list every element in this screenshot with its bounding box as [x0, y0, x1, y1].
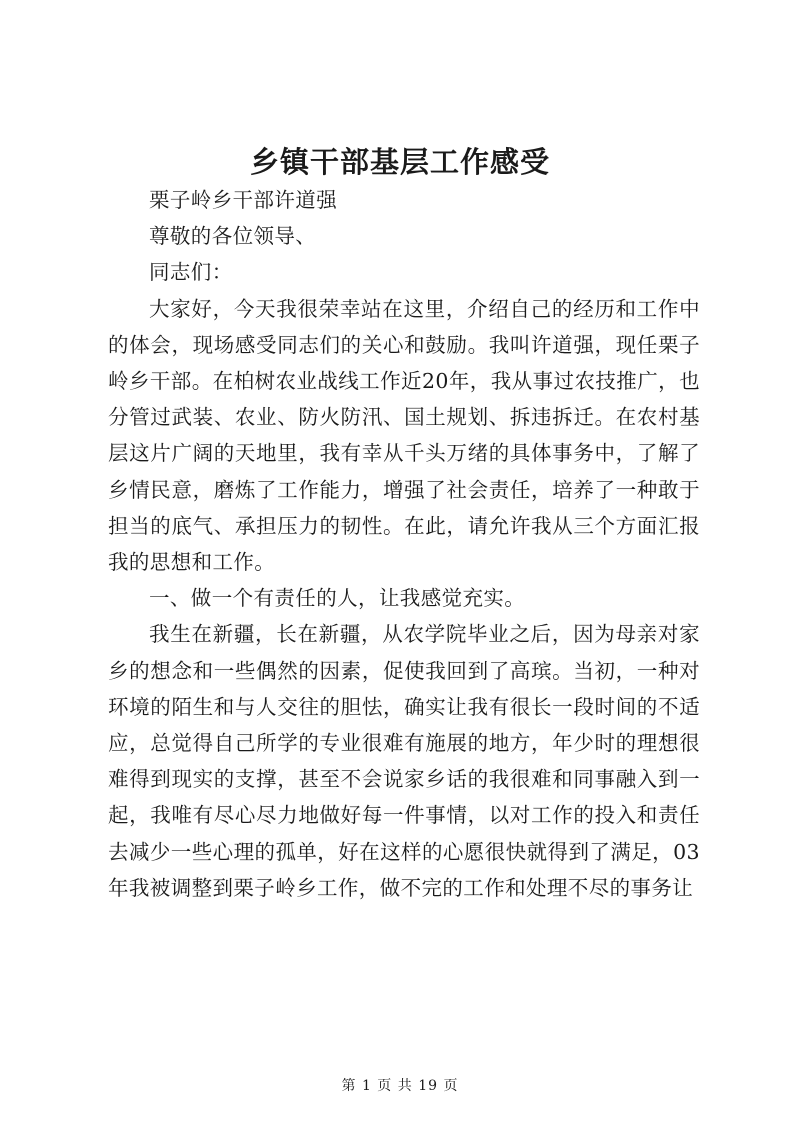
page-footer: 第 1 页 共 19 页 — [341, 1078, 459, 1094]
document-title: 乡镇干部基层工作感受 — [249, 145, 550, 179]
salutation-line: 尊敬的各位领导、 — [149, 224, 317, 249]
document-body — [108, 182, 700, 906]
body-paragraph: 大家好，今天我很荣幸站在这里，介绍自己的经历和工作中的体会，现场感受同志们的关心和鼓励。我叫许道强，现任栗子岭乡干部。在柏树农业战线工作近20年，我从事过农技推广，也分管过武装、农业、防火防汛、国土规划、拆违拆迁。在农村基层这片广阔的天地里，我有幸从千头万绪的具体事务中，了解了乡情民意，磨炼了工作能力，增强了社会责任，培养了一种敢于担当的底气、承担压力的韧性。在此，请允许我从三个方面汇报我的思想和工作。 — [108, 296, 700, 575]
section-heading: 一、做一个有责任的人，让我感觉充实。 — [149, 586, 526, 611]
salutation-line: 同志们： — [149, 260, 233, 285]
body-paragraph: 我生在新疆，长在新疆，从农学院毕业之后，因为母亲对家乡的想念和一些偶然的因素，促使我回到了高瑸。当初，一种对环境的陌生和与人交往的胆怯，确实让我有很长一段时间的不适应，总觉得自己所学的专业很难有施展的地方，年少时的理想很难得到现实的支撑，甚至不会说家乡话的我很难和同事融入到一起，我唯有尽心尽力地做好每一件事情，以对工作的投入和责任去减少一些心理的孤单，好在这样的心愿很快就得到了满足，03年我被调整到栗子岭乡工作，做不完的工作和处理不尽的事务让 — [108, 622, 700, 900]
author-line: 栗子岭乡干部许道强 — [149, 188, 338, 212]
